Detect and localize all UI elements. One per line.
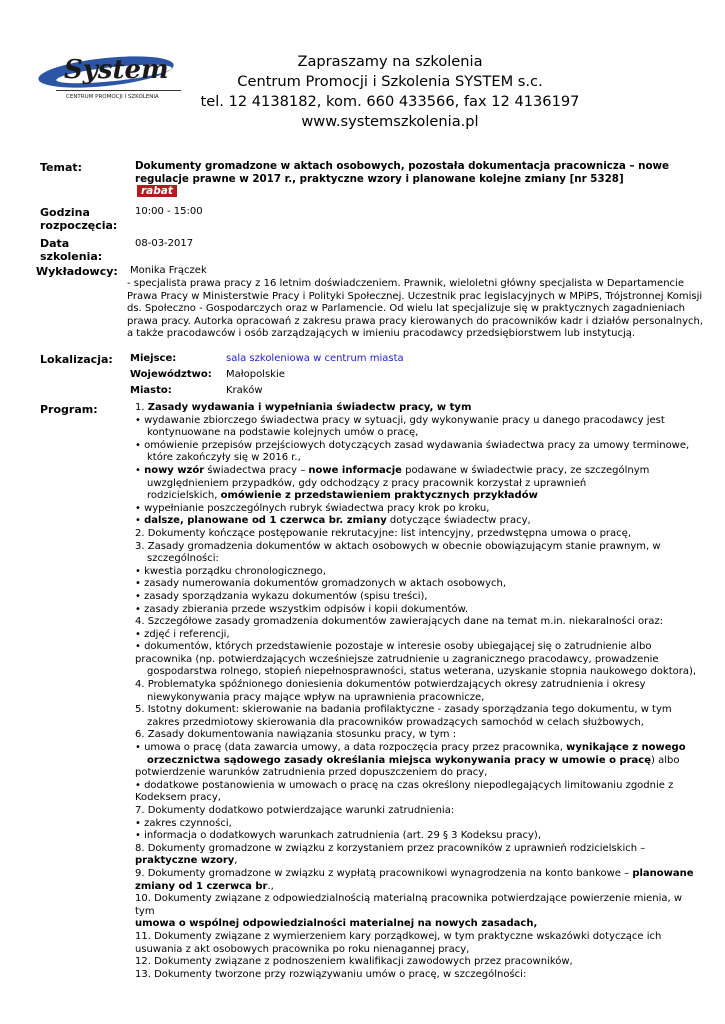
program-item: • omówienie przepisów przejściowych dotyczących zasad wydawania świadectwa pracy za umowy terminowe, (135, 439, 690, 451)
program-item: • nowy wzór świadectwa pracy – nowe informacje podawane w świadectwie pracy, ze szczególnym (135, 464, 650, 476)
program-item: 11. Dokumenty związane z wymierzeniem kary porządkowej, w tym praktyczne wskazówki dotyczące ich (135, 930, 662, 942)
topic-title (135, 160, 715, 198)
program-label: Program: (40, 403, 98, 416)
header-website: www.systemszkolenia.pl (301, 113, 479, 130)
program-item: • zdjęć i referencji, (135, 628, 230, 640)
program-item: szczególności: (147, 553, 219, 565)
program-item: 2. Dokumenty kończące postępowanie rekrutacyjne: list intencyjny, przedwstępna umowa o pracę, (135, 527, 631, 539)
logo-subtitle: CENTRUM PROMOCJI I SZKOLENIA (66, 94, 159, 100)
topic-title-line2: regulacje prawne w 2017 r., praktyczne wzory i planowane kolejne zmiany [nr 5328] (135, 172, 624, 185)
program-item: • zasady sporządzania wykazu dokumentów (spisu treści), (135, 590, 428, 602)
program-item: umowa o wspólnej odpowiedzialności materialnej na nowych zasadach, (135, 918, 538, 930)
program-item: • umowa o pracę (data zawarcia umowy, a data rozpoczęcia pracy przez pracownika, wynikające z nowego (135, 742, 686, 754)
topic-label: Temat: (40, 161, 83, 174)
program-item: 8. Dokumenty gromadzone w związku z korzystaniem przez pracowników z uprawnień rodzicielskich – (135, 842, 646, 854)
program-item: • informacja o dodatkowych warunkach zatrudnienia (art. 29 § 3 Kodeksu pracy), (135, 830, 542, 842)
start-time-label-line1: Godzina (40, 206, 90, 219)
program-item: zmiany od 1 czerwca br., (135, 880, 274, 892)
program-item: potwierdzenie warunków zatrudnienia przed dopuszczeniem do pracy, (135, 767, 488, 779)
city-label: Miasto: (130, 385, 172, 396)
page-header (195, 52, 585, 132)
program-item: Kodeksem pracy, (135, 792, 221, 804)
start-time-value: 10:00 - 15:00 (135, 206, 203, 217)
lecturer-bio-line: ds. Społeczno - Gospodarczych oraz w Parlamencie. Od wielu lat specjalizuje się w praktycznych zagadnieniach (127, 303, 686, 315)
program-item: 9. Dokumenty gromadzone w związku z wypłatą pracownikowi wynagrodzenia na konto bankowe – planowane (135, 867, 694, 879)
program-item: orzecznictwa sądowego zasady określania miejsca wykonywania pracy w umowie o pracę) albo (147, 754, 680, 766)
program-item: • dalsze, planowane od 1 czerwca br. zmiany dotyczące świadectw pracy, (135, 515, 531, 527)
lecturer-label: Wykładowcy: (36, 265, 118, 278)
program-item: które zakończyły się w 2016 r., (147, 452, 301, 464)
program-item: praktyczne wzory, (135, 855, 238, 867)
program-item: • zasady numerowania dokumentów gromadzonych w aktach osobowych, (135, 578, 507, 590)
location-label: Lokalizacja: (40, 353, 113, 366)
program-item: • dodatkowe postanowienia w umowach o pracę na czas określony niepodlegających limitowaniu zgodnie z (135, 779, 674, 791)
logo-graphic (36, 52, 186, 102)
program-item: gospodarstwa rolnego, stopień niepełnosprawności, status weterana, uzyskanie stopnia naukowego doktora), (147, 666, 697, 678)
date-value: 08-03-2017 (135, 238, 194, 249)
place-label: Miejsce: (130, 353, 177, 364)
discount-badge: rabat (137, 185, 177, 197)
program-item: 10. Dokumenty związane z odpowiedzialnością materialną pracownika potwierdzające powierzenie mienia, w tym (135, 893, 683, 917)
program-item: kontynuowane na podstawie kolejnych umów o pracę, (147, 427, 419, 439)
program-item: • dokumentów, których przedstawienie pozostaje w interesie osoby ubiegającej się o zatrudnienie albo (135, 641, 652, 653)
program-item: 7. Dokumenty dodatkowo potwierdzające warunki zatrudnienia: (135, 805, 455, 816)
lecturer-name: Monika Frączek (130, 265, 207, 276)
program-item: 3. Zasady gromadzenia dokumentów w aktach osobowych w obecnie obowiązującym stanie prawnym, w (135, 540, 661, 552)
logo-wordmark: System (64, 55, 169, 85)
company-logo (36, 52, 186, 102)
program-list (135, 402, 700, 981)
start-time-label (40, 206, 117, 232)
program-item: • wydawanie zbiorczego świadectwa pracy w sytuacji, gdy wykonywanie pracy u danego pracodawcy jest (135, 414, 665, 426)
program-item: • zasady zbierania przede wszystkim odpisów i kopii dokumentów. (135, 603, 469, 615)
date-label-line1: Data (40, 237, 70, 250)
program-item: rodzicielskich, omówienie z przedstawieniem praktycznych przykładów (147, 490, 538, 502)
program-item: 12. Dokumenty związane z podnoszeniem kwalifikacji zawodowych przez pracowników, (135, 956, 573, 968)
lecturer-bio-line: a także pracodawców i osób zarządzających w imieniu pracodawcy przedsiębiorstwem lub instytucją. (127, 328, 636, 340)
date-label-line2: szkolenia: (40, 250, 103, 263)
header-company: Centrum Promocji i Szkolenia SYSTEM s.c. (237, 73, 543, 90)
city-value: Kraków (226, 385, 263, 396)
program-item: 1. Zasady wydawania i wypełniania świadectw pracy, w tym (135, 402, 472, 413)
lecturer-bio-line: Prawa Pracy w Ministerstwie Pracy i Polityki Społecznej. Uczestnik prac legislacyjnych w MPiPS, Trójstronnej Komisji (127, 290, 703, 302)
program-item: pracownika (np. potwierdzających wcześniejsze zatrudnienie u zagranicznego pracodawcy, prowadzenie (135, 653, 659, 665)
program-item: 5. Istotny dokument: skierowanie na badania profilaktyczne - zasady sporządzania tego dokumentu, w tym (135, 704, 672, 716)
program-item: zakres przedmiotowy skierowania dla pracowników prowadzących samochód w celach służbowych, (147, 716, 644, 728)
program-item: uwzględnieniem przypadków, gdy odchodzący z pracy pracownik korzystał z uprawnień (147, 477, 587, 489)
program-item: • kwestia porządku chronologicznego, (135, 565, 326, 577)
program-item: • wypełnianie poszczególnych rubryk świadectwa pracy krok po kroku, (135, 502, 490, 514)
program-item: 4. Szczegółowe zasady gromadzenia dokumentów zawierających dane na temat m.in. niekaralności oraz: (135, 616, 664, 628)
lecturer-bio-line: - specjalista prawa pracy z 16 letnim doświadczeniem. Prawnik, wieloletni główny specjalista w Departamencie (127, 278, 684, 289)
lecturer-bio-line: prawa pracy. Autorka opracowań z zakresu prawa pracy kierowanych do pracowników kadr i działów personalnych, (127, 315, 703, 327)
program-item: 6. Zasady dokumentowania nawiązania stosunku pracy, w tym : (135, 729, 457, 741)
place-link[interactable]: sala szkoleniowa w centrum miasta (226, 353, 404, 364)
date-label (40, 237, 102, 263)
lecturer-bio (127, 278, 717, 341)
program-item: usuwania z akt osobowych pracownika po roku nienagannej pracy, (135, 943, 470, 955)
province-value: Małopolskie (226, 369, 285, 380)
program-item: • zakres czynności, (135, 817, 232, 829)
topic-title-line1: Dokumenty gromadzone w aktach osobowych, pozostała dokumentacja pracownicza – nowe (135, 160, 670, 172)
program-item: 13. Dokumenty tworzone przy rozwiązywaniu umów o pracę, w szczególności: (135, 968, 527, 980)
header-phone: tel. 12 4138182, kom. 660 433566, fax 12 4136197 (200, 93, 580, 110)
header-invite: Zapraszamy na szkolenia (297, 53, 483, 70)
program-item: niewykonywania pracy mające wpływ na uprawnienia pracownicze, (147, 691, 485, 703)
province-label: Województwo: (130, 369, 212, 380)
start-time-label-line2: rozpoczęcia: (40, 219, 118, 232)
program-item: 4. Problematyka spóźnionego doniesienia dokumentów potwierdzających okresy zatrudnienia i okresy (135, 679, 646, 691)
